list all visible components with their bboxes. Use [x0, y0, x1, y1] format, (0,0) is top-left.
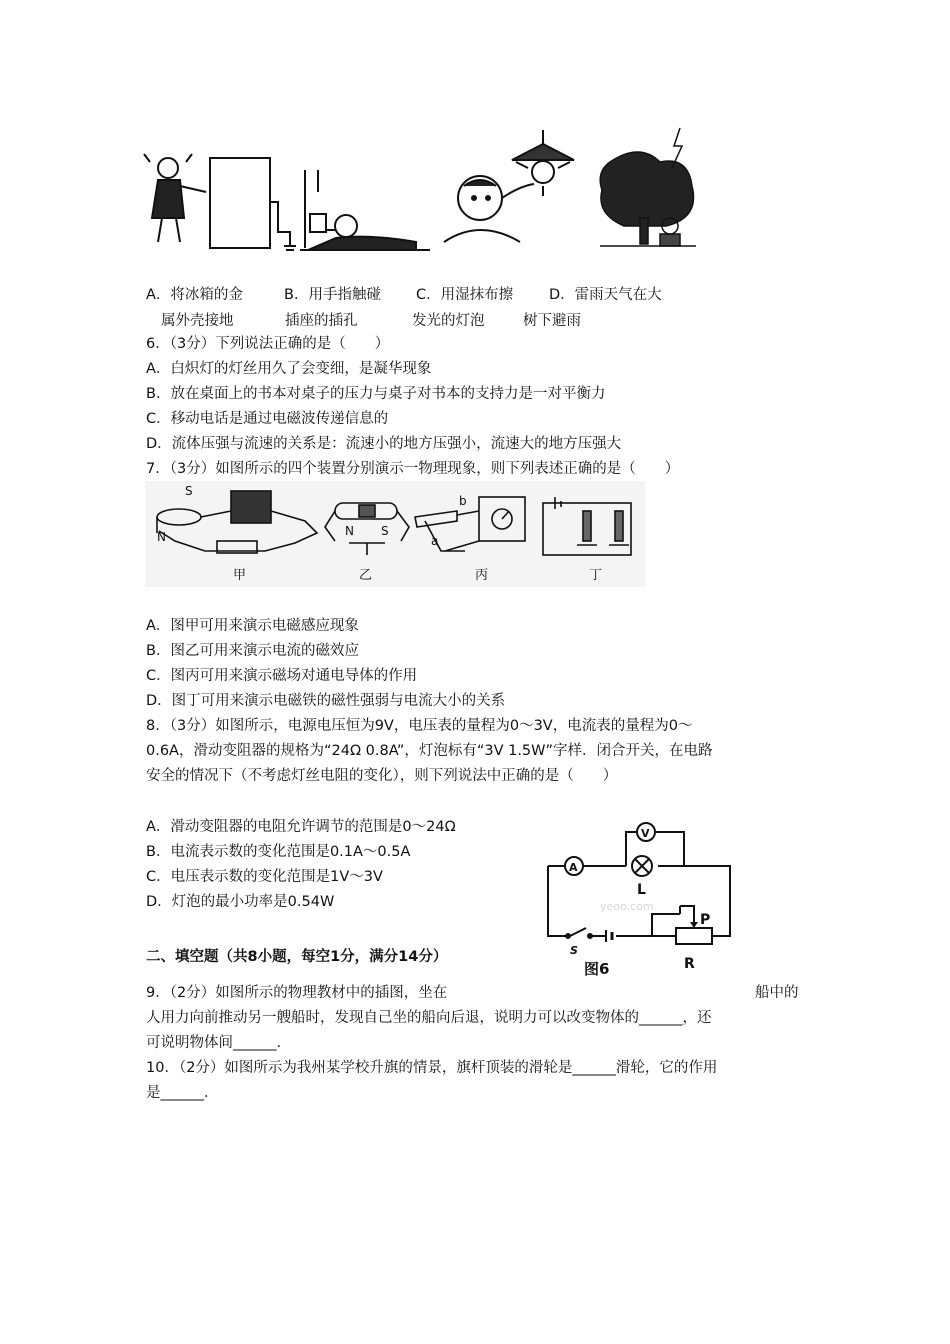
q6-option-a: A．白炽灯的灯丝用久了会变细，是凝华现象	[146, 361, 432, 377]
q7-label-yi: 乙	[359, 568, 373, 583]
q7-label-jia: 甲	[233, 568, 247, 583]
q7-option-d: D．图丁可用来演示电磁铁的磁性强弱与电流大小的关系	[146, 693, 506, 709]
q7-label-ding: 丁	[589, 568, 603, 583]
q8-stem-line2: 0.6A，滑动变阻器的规格为“24Ω 0.8A”，灯泡标有“3V 1.5W”字样．闭合开关，在电路	[146, 743, 713, 759]
q7-label-bing: 丙	[475, 568, 489, 583]
q7-option-a: A．图甲可用来演示电磁感应现象	[146, 618, 359, 634]
socket-cartoon-image	[300, 170, 430, 250]
q5-option-c-cont: 发光的灯泡	[412, 313, 485, 329]
q7-mark-s2: S	[381, 524, 389, 538]
q8-circuit-diagram	[540, 818, 740, 984]
q5-option-a-cont: 属外壳接地	[161, 313, 234, 329]
q9-line2: 人用力向前推动另一艘船时，发现自己坐的船向后退，说明力可以改变物体的______，还	[146, 1010, 712, 1026]
lamp-label: L	[637, 882, 646, 898]
q10-line2: 是______．	[146, 1085, 219, 1101]
q8-option-c: C．电压表示数的变化范围是1V～3V	[146, 869, 383, 885]
q6-option-b: B．放在桌面上的书本对桌子的压力与桌子对书本的支持力是一对平衡力	[146, 386, 606, 402]
q9-line1-right: 船中的	[755, 985, 799, 1001]
slider-label: P	[700, 912, 711, 928]
q5-figure-safety-cartoons	[140, 122, 700, 252]
ammeter-label: A	[569, 861, 578, 874]
q6-stem: 6．（3分）下列说法正确的是（ ）	[146, 336, 390, 352]
q7-option-b: B．图乙可用来演示电流的磁效应	[146, 643, 359, 659]
q5-option-d-cont: 树下避雨	[523, 313, 581, 329]
q7-mark-b: b	[459, 494, 467, 508]
q9-line1-left: 9．（2分）如图所示的物理教材中的插图，坐在	[146, 985, 448, 1001]
figure-caption: 图6	[584, 960, 610, 978]
q8-option-a: A．滑动变阻器的电阻允许调节的范围是0～24Ω	[146, 819, 456, 835]
q5-option-b: B．用手指触碰	[284, 287, 381, 303]
section-two-title: 二、填空题（共8小题，每空1分，满分14分）	[146, 949, 448, 965]
q7-mark-s1: S	[185, 484, 193, 498]
rheostat-label: R	[684, 956, 695, 972]
bulb-cartoon-image	[444, 130, 574, 242]
q7-mark-n1: N	[157, 530, 166, 544]
watermark-text: yeoo.com	[600, 900, 654, 913]
q7-option-c: C．图丙可用来演示磁场对通电导体的作用	[146, 668, 418, 684]
voltmeter-label: V	[641, 827, 650, 840]
q8-option-b: B．电流表示数的变化范围是0.1A～0.5A	[146, 844, 411, 860]
q7-mark-n2: N	[345, 524, 354, 538]
q7-stem: 7．（3分）如图所示的四个装置分别演示一物理现象，则下列表述正确的是（ ）	[146, 461, 680, 477]
q5-option-a: A．将冰箱的金	[146, 287, 243, 303]
q10-line1: 10．（2分）如图所示为我州某学校升旗的情景，旗杆顶装的滑轮是______滑轮，它的作用	[146, 1060, 718, 1076]
q7-mark-a: a	[431, 534, 439, 548]
q8-stem-line1: 8．（3分）如图所示，电源电压恒为9V，电压表的量程为0～3V，电流表的量程为0～	[146, 718, 693, 734]
fridge-cartoon-image	[144, 154, 296, 250]
q5-option-d: D．雷雨天气在大	[549, 287, 662, 303]
switch-label: S	[570, 944, 578, 957]
q7-figure-four-devices	[145, 481, 645, 587]
q5-option-b-cont: 插座的插孔	[285, 313, 358, 329]
q8-option-d: D．灯泡的最小功率是0.54W	[146, 894, 335, 910]
tree-thunder-cartoon-image	[600, 128, 696, 246]
q8-stem-line3: 安全的情况下（不考虑灯丝电阻的变化），则下列说法中正确的是（ ）	[146, 768, 618, 784]
q6-option-d: D．流体压强与流速的关系是：流速小的地方压强小，流速大的地方压强大	[146, 436, 622, 452]
q5-option-c: C．用湿抹布擦	[416, 287, 514, 303]
q9-line3: 可说明物体间______．	[146, 1035, 291, 1051]
q6-option-c: C．移动电话是通过电磁波传递信息的	[146, 411, 389, 427]
